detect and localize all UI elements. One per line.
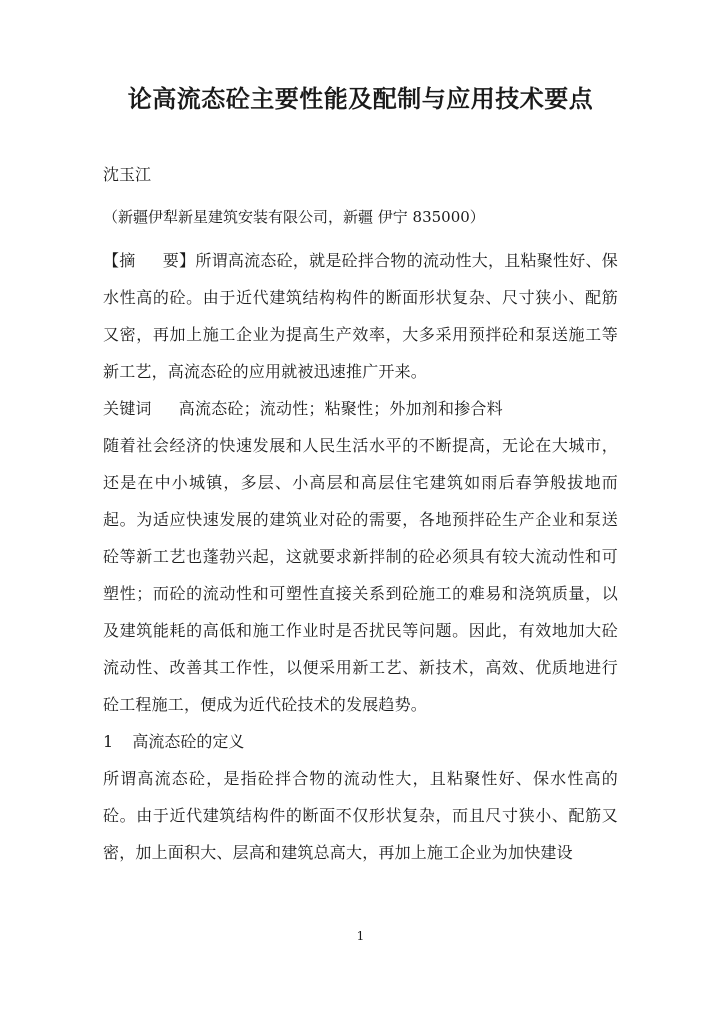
section-1-paragraph: 所谓高流态砼，是指砼拌合物的流动性大，且粘聚性好、保水性高的砼。由于近代建筑结构件的断面不仅形状复杂，而且尺寸狭小、配筋又密，加上面积大、层高和建筑总高大，再加上施工企业为加快建设 <box>103 769 618 862</box>
abstract-paragraph <box>103 232 618 390</box>
abstract-label-tail: 要】 <box>162 251 196 270</box>
section-title: 高流态砼的定义 <box>132 732 245 751</box>
keywords-text: 高流态砼；流动性；粘聚性；外加剂和掺合料 <box>178 399 503 418</box>
page-content <box>103 0 618 871</box>
keywords-label: 关键词 <box>103 399 152 418</box>
page-number-footer: 1 <box>356 929 365 943</box>
section-heading-1 <box>103 723 618 760</box>
abstract-text: 所谓高流态砼，就是砼拌合物的流动性大，且粘聚性好、保水性高的砼。由于近代建筑结构构件的断面形状复杂、尺寸狭小、配筋又密，再加上施工企业为提高生产效率，大多采用预拌砼和泵送施工等新工艺，高流态砼的应用就被迅速推广开来。 <box>103 251 619 381</box>
section-number: 1 <box>103 732 114 751</box>
author-affiliation: （新疆伊犁新星建筑安装有限公司，新疆 伊宁 835000） <box>103 208 485 226</box>
abstract-label: 【摘 <box>103 251 136 270</box>
page-title: 论高流态砼主要性能及配制与应用技术要点 <box>127 84 594 113</box>
intro-paragraph: 随着社会经济的快速发展和人民生活水平的不断提高，无论在大城市，还是在中小城镇，多层、小高层和高层住宅建筑如雨后春笋般拔地而起。为适应快速发展的建筑业对砼的需要，各地预拌砼生产企业和泵送砼等新工艺也蓬勃兴起，这就要求新拌制的砼必须具有较大流动性和可塑性；而砼的流动性和可塑性直接关系到砼施工的难易和浇筑质量，以及建筑能耗的高低和施工作业时是否扰民等问题。因此，有效地加大砼流动性、改善其工作性，以便采用新工艺、新技术，高效、优质地进行砼工程施工，便成为近代砼技术的发展趋势。 <box>103 436 618 714</box>
author-name: 沈玉江 <box>103 165 152 184</box>
keywords-paragraph <box>103 390 618 427</box>
